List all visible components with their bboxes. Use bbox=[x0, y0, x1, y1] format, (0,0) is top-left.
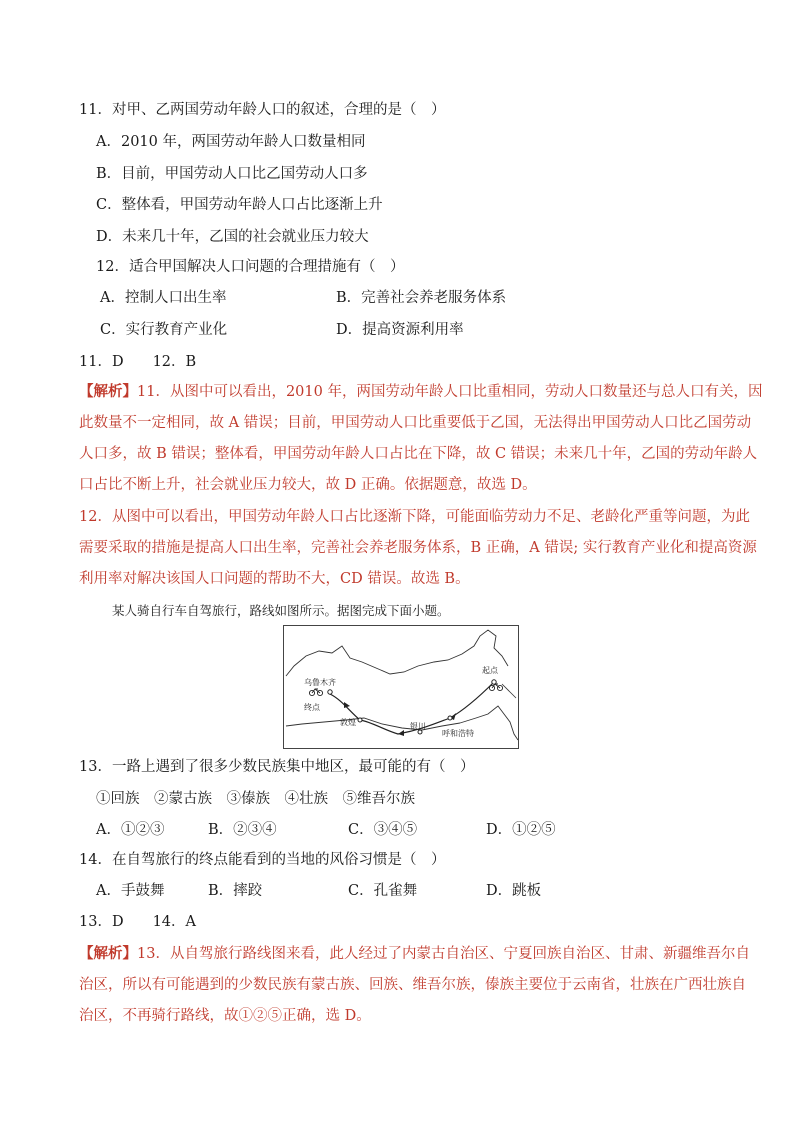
q12-stem: 12．适合甲国解决人口问题的合理措施有（ ） bbox=[96, 259, 405, 275]
q11-stem: 11．对甲、乙两国劳动年龄人口的叙述，合理的是（ ） bbox=[79, 102, 446, 118]
analysis-text: 11．从图中可以看出，2010 年，两国劳动年龄人口比重相同，劳动人口数量还与总人口有关，因 bbox=[137, 384, 763, 400]
border-line bbox=[286, 630, 508, 676]
q12-option-a: A．控制人口出生率 bbox=[100, 290, 227, 306]
analysis-line bbox=[79, 382, 762, 402]
q12-option-c: C．实行教育产业化 bbox=[100, 322, 228, 338]
q12-option-d: D．提高资源利用率 bbox=[336, 322, 464, 338]
analysis-tag: 【解析】 bbox=[79, 945, 137, 962]
passage-intro: 某人骑自行车自驾旅行，路线如图所示。据图完成下面小题。 bbox=[112, 603, 450, 618]
q11-option-a: A．2010 年，两国劳动年龄人口数量相同 bbox=[96, 134, 366, 150]
analysis-line: 利用率对解决该国人口问题的帮助不大，CD 错误。故选 B。 bbox=[79, 571, 470, 587]
coastline bbox=[502, 684, 516, 698]
route-arrow bbox=[398, 730, 404, 736]
q13-option-c: C．③④⑤ bbox=[348, 822, 418, 838]
q14-option-b: B．摔跤 bbox=[208, 883, 263, 899]
analysis-line: 12．从图中可以看出，甲国劳动年龄人口占比逐渐下降，可能面临劳动力不足、老龄化严重等问题，为此 bbox=[79, 509, 750, 525]
city-label-hohhot: 呼和浩特 bbox=[442, 729, 474, 738]
q14-option-d: D．跳板 bbox=[486, 883, 542, 899]
analysis-line: 需要采取的措施是提高人口出生率，完善社会养老服务体系，B 正确，A 错误; 实行教育产业化和提高资源 bbox=[79, 540, 757, 556]
q14-option-a: A．手鼓舞 bbox=[96, 883, 165, 899]
city-label-dunhuang: 敦煌 bbox=[340, 718, 356, 727]
q11-option-b: B．目前，甲国劳动人口比乙国劳动人口多 bbox=[96, 166, 368, 182]
analysis-tag: 【解析】 bbox=[79, 383, 137, 400]
q13-option-d: D．①②⑤ bbox=[486, 822, 556, 838]
analysis-line: 人口多，故 B 错误；整体看，甲国劳动年龄人口占比在下降，故 C 错误；未来几十年，乙国的劳动年龄人 bbox=[79, 446, 758, 462]
analysis-line: 治区，所以有可能遇到的少数民族有蒙古族、回族、维吾尔族，傣族主要位于云南省，壮族在广西壮族自 bbox=[79, 977, 746, 993]
start-point bbox=[492, 680, 496, 684]
q13-option-b: B．②③④ bbox=[208, 822, 277, 838]
urumqi-point bbox=[328, 690, 332, 694]
analysis-text: 13．从自驾旅行路线图来看，此人经过了内蒙古自治区、宁夏回族自治区、甘肃、新疆维吾尔自 bbox=[137, 946, 750, 962]
q14-stem: 14．在自驾旅行的终点能看到的当地的风俗习惯是（ ） bbox=[79, 852, 446, 868]
route-map-figure bbox=[284, 626, 518, 748]
analysis-line: 口占比不断上升，社会就业压力较大，故 D 正确。依据题意，故选 D。 bbox=[79, 477, 537, 493]
answer-11-12: 11．D 12．B bbox=[79, 354, 197, 370]
q14-option-c: C．孔雀舞 bbox=[348, 883, 418, 899]
route-map bbox=[283, 625, 519, 749]
answer-13-14: 13．D 14．A bbox=[79, 914, 196, 930]
city-label-yinchuan: 银川 bbox=[410, 722, 426, 731]
q11-option-d: D．未来几十年，乙国的社会就业压力较大 bbox=[96, 229, 369, 245]
dunhuang-point bbox=[358, 718, 362, 722]
q13-choices: ①回族 ②蒙古族 ③傣族 ④壮族 ⑤维吾尔族 bbox=[96, 791, 415, 807]
hohhot-point bbox=[448, 716, 452, 720]
q13-stem: 13．一路上遇到了很多少数民族集中地区，最可能的有（ ） bbox=[79, 759, 475, 775]
q11-option-c: C．整体看，甲国劳动年龄人口占比逐渐上升 bbox=[96, 197, 383, 213]
end-label: 终点 bbox=[304, 703, 320, 712]
q13-option-a: A．①②③ bbox=[96, 822, 165, 838]
bicycle-icon bbox=[309, 689, 322, 696]
city-label-urumqi: 乌鲁木齐 bbox=[304, 678, 336, 687]
analysis-line bbox=[79, 944, 750, 964]
start-label: 起点 bbox=[482, 666, 498, 675]
q12-option-b: B．完善社会养老服务体系 bbox=[336, 290, 507, 306]
analysis-line: 治区，不再骑行路线，故①②⑤正确，选 D。 bbox=[79, 1008, 371, 1024]
analysis-line: 此数量不一定相同，故 A 错误；目前，甲国劳动人口比重要低于乙国，无法得出甲国劳动人口比乙国劳动 bbox=[79, 415, 752, 431]
